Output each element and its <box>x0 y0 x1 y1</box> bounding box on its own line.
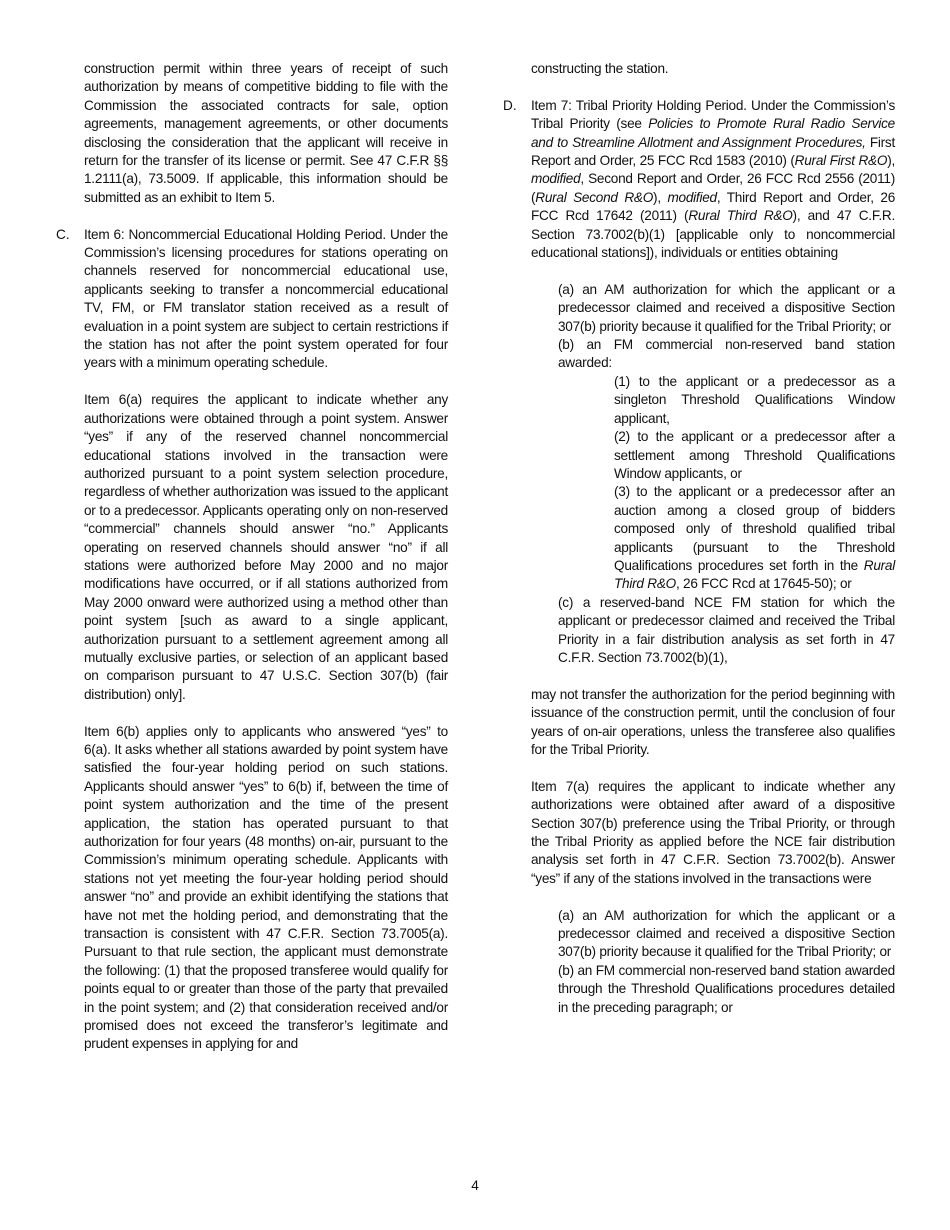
list-item: (b) an FM commercial non-reserved band station awarded: <box>558 337 895 371</box>
list-item: (b) an FM commercial non-reserved band station awarded through the Threshold Qualifications procedures detailed in the preceding paragraph; or <box>558 962 895 1015</box>
left-column <box>56 60 448 1054</box>
right-intro-paragraph: constructing the station. <box>531 61 669 76</box>
nested-list <box>614 373 895 594</box>
transfer-conditions-list <box>558 281 895 668</box>
transfer-paragraph: may not transfer the authorization for the period beginning with issuance of the construction permit, until the conclusion of four years of on-air operations, unless the transferee also qualifies for the Tribal Priority. <box>531 686 895 757</box>
item-7a-list <box>558 907 895 1017</box>
section-d <box>503 97 896 1017</box>
right-column <box>503 60 896 1017</box>
section-c-paragraph-1: Item 6: Noncommercial Educational Holding Period. Under the Commission’s licensing procedures for stations operating on channels reserved for noncommercial educational use, applicants seeking to transfer a noncommercial educational TV, FM, or FM translator station received as a result of evaluation in a point system are subject to certain restrictions if the station has not after the point system operated for four years with a minimum operating schedule. <box>84 226 448 371</box>
page-number: 4 <box>471 1178 479 1193</box>
list-item: (3) to the applicant or a predecessor after an auction among a closed group of bidders composed only of threshold qualified tribal applicants (pursuant to the Threshold Qualifications procedures set forth in the Rural Third R&O, 26 FCC Rcd at 17645-50); or <box>614 484 895 592</box>
section-c <box>56 226 448 1054</box>
list-item: (c) a reserved-band NCE FM station for which the applicant or predecessor claimed and received the Tribal Priority in a fair distribution analysis as set forth in 47 C.F.R. Section 73.7002(b)(1), <box>558 594 895 665</box>
list-item: (a) an AM authorization for which the applicant or a predecessor claimed and received a dispositive Section 307(b) priority because it qualified for the Tribal Priority; or <box>558 907 895 960</box>
list-item: (1) to the applicant or a predecessor as a singleton Threshold Qualifications Window applicant, <box>614 373 895 426</box>
list-item: (a) an AM authorization for which the applicant or a predecessor claimed and received a dispositive Section 307(b) priority because it qualified for the Tribal Priority; or <box>558 281 895 334</box>
section-c-paragraph-3: Item 6(b) applies only to applicants who answered “yes” to 6(a). It asks whether all stations awarded by point system have satisfied the four-year holding period on such stations. Applicants should answer “yes” to 6(b) if, between the time of point system authorization and the time of the present application, the station has operated pursuant to that authorization for four years (48 months) on-air, pursuant to the Commission’s minimum operating schedule. Applicants with stations not yet meeting the four-year holding period should answer “no” and provide an exhibit identifying the stations that have not met the holding period, and demonstrating that the transaction is consistent with 47 C.F.R. Section 73.7005(a). Pursuant to that rule section, the applicant must demonstrate the following: (1) that the proposed transferee would qualify for points equal to or greater than those of the party that prevailed in the point system; and (2) that consideration received and/or promised does not exceed the transferor’s legitimate and prudent expenses in applying for and <box>84 723 448 1052</box>
section-d-paragraph-1: Item 7: Tribal Priority Holding Period. Under the Commission’s Tribal Priority (see Policies to Promote Rural Radio Service and to Streamline Allotment and Assignment Procedures, First Report and Order, 25 FCC Rcd 1583 (2010) (Rural First R&O), modified, Second Report and Order, 26 FCC Rcd 2556 (2011) (Rural Second R&O), modified, Third Report and Order, 26 FCC Rcd 17642 (2011) (Rural Third R&O), and 47 C.F.R. Section 73.7002(b)(1) [applicable only to noncommercial educational stations]), individuals or entities obtaining <box>531 97 896 261</box>
section-c-paragraph-2: Item 6(a) requires the applicant to indicate whether any authorizations were obtained through a point system. Answer “yes” if any of the reserved channel noncommercial educational stations involved in the transaction were authorized pursuant to a point system selection procedure, regardless of whether authorization was issued to the applicant or to a predecessor. Applicants operating only on non-reserved “commercial” channels should answer “no.” Applicants operating on reserved channels should answer “no” if all stations were authorized before May 2000 and no major modifications have occurred, or if all stations authorized from May 2000 onward were authorized using a method other than point system [such as award to a single applicant, authorization pursuant to a settlement agreement among all mutually exclusive parties, or selection of an applicant based on comparison pursuant to 47 U.S.C. Section 307(b) (fair distribution) only]. <box>84 392 448 702</box>
list-item: (2) to the applicant or a predecessor after a settlement among Threshold Qualifications Window applicants, or <box>614 429 895 481</box>
item-7a-paragraph: Item 7(a) requires the applicant to indicate whether any authorizations were obtained after award of a dispositive Section 307(b) preference using the Tribal Priority, or through the Tribal Priority as applied before the NCE fair distribution analysis set forth in 47 C.F.R. Section 73.7002(b). Answer “yes” if any of the stations involved in the transactions were <box>531 778 895 886</box>
section-d-letter: D. <box>503 97 517 113</box>
section-c-letter: C. <box>56 226 70 242</box>
left-intro-paragraph: construction permit within three years of receipt of such authorization by means of competitive bidding to file with the Commission the associated contracts for sale, option agreements, management agreements, or other documents disclosing the consideration that the applicant will receive in return for the transfer of its license or permit. See 47 C.F.R §§ 1.2111(a), 73.5009. If applicable, this information should be submitted as an exhibit to Item 5. <box>84 61 448 205</box>
